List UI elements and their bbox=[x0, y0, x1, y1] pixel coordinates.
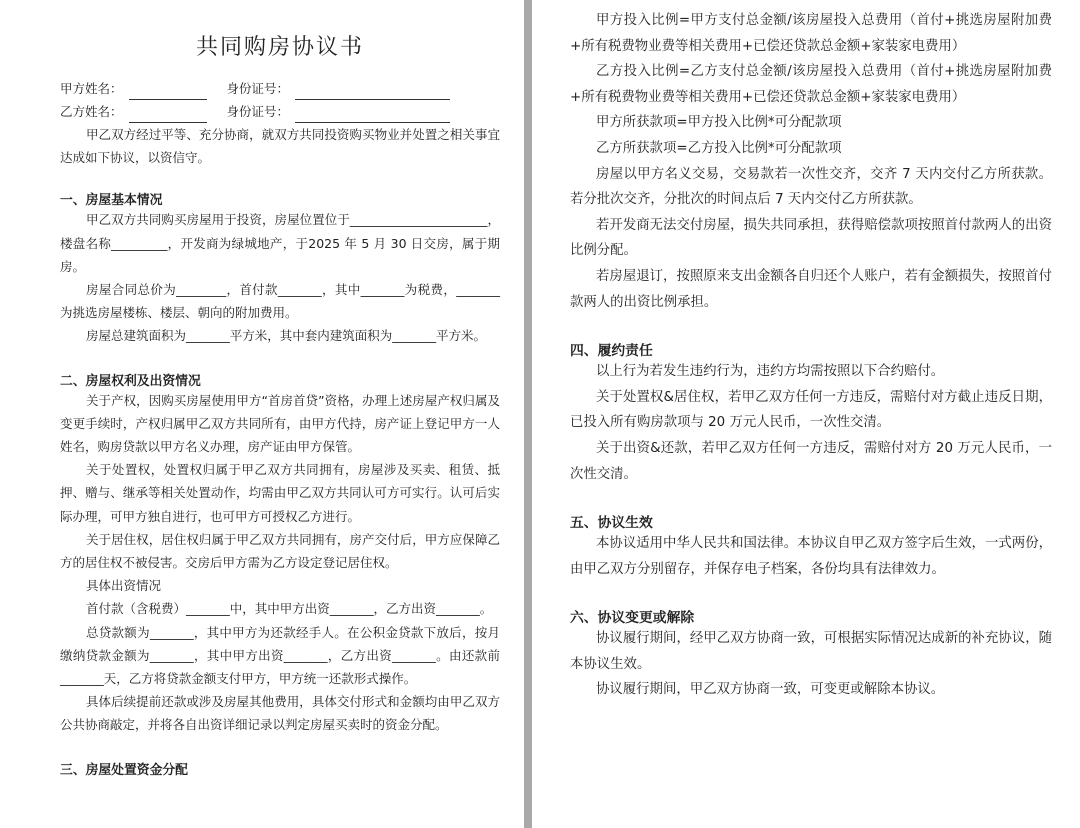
party-a-row bbox=[60, 77, 500, 100]
section-2-heading: 二、房屋权利及出资情况 bbox=[60, 373, 201, 389]
section-2-para-6: 总贷款额为_______，其中甲方为还款经手人。在公积金贷款下放后，按月缴纳贷款金额为_______，其中甲方出资_______，乙方出资_______。由还款前_______天，乙方将贷款金额支付甲方，甲方统一还款形式操作。 bbox=[60, 624, 500, 687]
intro-paragraph: 甲乙双方经过平等、充分协商，就双方共同投资购买物业并处置之相关事宜达成如下协议，以资信守。 bbox=[60, 127, 500, 166]
section-2-para-3: 关于居住权，居住权归属于甲乙双方共同拥有，房产交付后，甲方应保障乙方的居住权不被侵害。交房后甲方需为乙方设定登记居住权。 bbox=[60, 531, 500, 571]
section-3-para-2: 乙方投入比例=乙方支付总金额/该房屋投入总费用（首付+挑选房屋附加费+所有税费物业费等相关费用+已偿还贷款总金额+家装家电费用） bbox=[570, 64, 1052, 105]
section-3-para-4: 乙方所获款项=乙方投入比例*可分配款项 bbox=[596, 140, 842, 156]
document-page-left bbox=[0, 0, 524, 828]
section-4-para-1: 以上行为若发生违约行为，违约方均需按照以下合约赔付。 bbox=[596, 364, 945, 380]
section-3-para-1: 甲方投入比例=甲方支付总金额/该房屋投入总费用（首付+挑选房屋附加费+所有税费物业费等相关费用+已偿还贷款总金额+家装家电费用） bbox=[570, 13, 1052, 54]
document-title: 共同购房协议书 bbox=[195, 35, 364, 60]
section-2-para-4: 具体出资情况 bbox=[86, 578, 162, 594]
document-page-right bbox=[532, 0, 1080, 828]
section-6-para-2: 协议履行期间，甲乙双方协商一致，可变更或解除本协议。 bbox=[596, 682, 945, 698]
section-4-para-2: 关于处置权&居住权，若甲乙双方任何一方违反，需赔付对方截止违反日期，已投入所有购房款项与 20 万元人民币，一次性交清。 bbox=[570, 389, 1052, 431]
section-3-para-7: 若房屋退订，按照原来支出金额各自归还个人账户，若有金额损失，按照首付款两人的出资比例承担。 bbox=[570, 268, 1052, 310]
section-5-heading: 五、协议生效 bbox=[570, 515, 653, 532]
party-b-name-label: 乙方姓名： bbox=[60, 104, 123, 119]
party-b-id-label: 身份证号： bbox=[226, 104, 290, 119]
party-b-row bbox=[60, 100, 500, 123]
section-6-para-1: 协议履行期间，经甲乙双方协商一致，可根据实际情况达成新的补充协议，随本协议生效。 bbox=[570, 631, 1052, 672]
section-2-para-1: 关于产权，因购买房屋使用甲方“首房首贷”资格，办理上述房屋产权归属及变更手续时，产权归属甲乙双方共同所有，由甲方代持，房产证上登记甲方一人姓名，购房贷款以甲方名义办理，房产证由甲方保管。 bbox=[60, 392, 500, 455]
party-a-id-label: 身份证号： bbox=[226, 81, 290, 96]
section-3-heading: 三、房屋处置资金分配 bbox=[60, 762, 188, 778]
section-3-para-5: 房屋以甲方名义交易，交易款若一次性交齐，交齐 7 天内交付乙方所获款。若分批次交齐，分批次的时间点后 7 天内交付乙方所获款。 bbox=[570, 166, 1052, 208]
section-6-heading: 六、协议变更或解除 bbox=[570, 610, 695, 627]
party-a-id-blank bbox=[295, 84, 450, 100]
section-4-para-3: 关于出资&还款，若甲乙双方任何一方违反，需赔付对方 20 万元人民币，一次性交清。 bbox=[570, 440, 1052, 482]
party-a-name-blank bbox=[129, 84, 207, 100]
party-b-id-blank bbox=[295, 107, 450, 123]
section-1-para-2: 房屋合同总价为________，首付款_______，其中_______为税费，_______为挑选房屋楼栋、楼层、朝向的附加费用。 bbox=[60, 282, 500, 321]
section-1-para-1: 甲乙双方共同购买房屋用于投资，房屋位置位于______________________，楼盘名称_________，开发商为绿城地产，于2025 年 5 月 30 日交房，属于期房。 bbox=[60, 212, 500, 274]
section-5-para-1: 本协议适用中华人民共和国法律。本协议自甲乙双方签字后生效，一式两份，由甲乙双方分别留存，并保存电子档案，各份均具有法律效力。 bbox=[570, 536, 1052, 577]
section-2-para-7: 具体后续提前还款或涉及房屋其他费用，具体交付形式和金额均由甲乙双方公共协商敲定，并将各自出资详细记录以判定房屋买卖时的资金分配。 bbox=[60, 694, 500, 733]
section-1-para-3: 房屋总建筑面积为_______平方米，其中套内建筑面积为_______平方米。 bbox=[86, 328, 487, 344]
section-2-para-5: 首付款（含税费）_______中，其中甲方出资_______，乙方出资_______。 bbox=[86, 601, 493, 617]
section-4-heading: 四、履约责任 bbox=[570, 343, 653, 360]
section-3-para-3: 甲方所获款项=甲方投入比例*可分配款项 bbox=[596, 115, 842, 131]
section-2-para-2: 关于处置权，处置权归属于甲乙双方共同拥有，房屋涉及买卖、租赁、抵押、赠与、继承等相关处置动作，均需由甲乙双方共同认可方可实行。认可后实际办理，可甲方独自进行，也可甲方可授权乙方进行。 bbox=[60, 462, 500, 524]
party-a-name-label: 甲方姓名： bbox=[60, 81, 123, 96]
section-1-heading: 一、房屋基本情况 bbox=[60, 193, 163, 209]
section-3-para-6: 若开发商无法交付房屋，损失共同承担，获得赔偿款项按照首付款两人的出资比例分配。 bbox=[570, 217, 1052, 259]
party-b-name-blank bbox=[129, 107, 207, 123]
